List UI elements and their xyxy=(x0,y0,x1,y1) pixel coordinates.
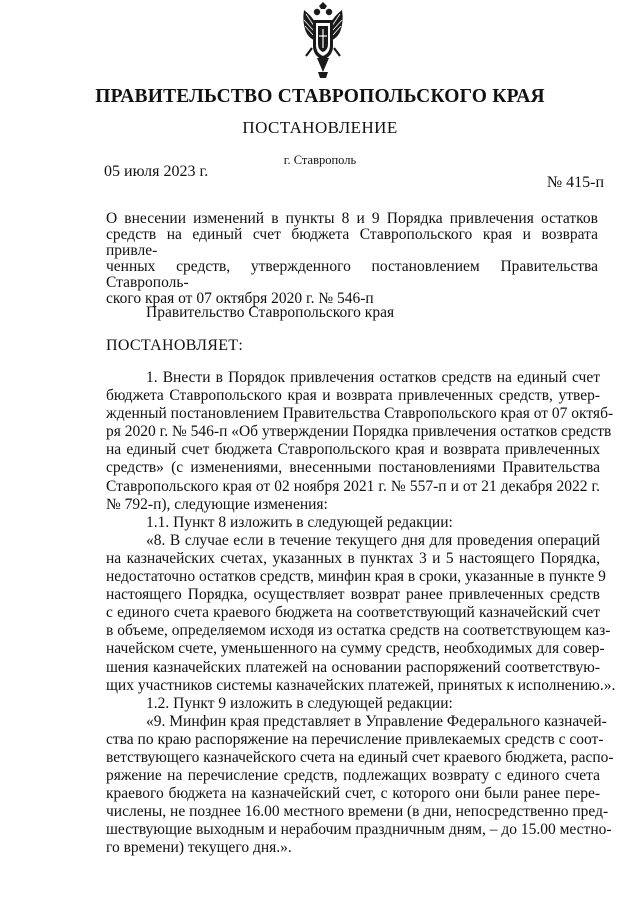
resolves-heading: ПОСТАНОВЛЯЕТ: xyxy=(106,337,244,354)
body-line: ства по краю распоряжение на перечисление привлекаемых средств с соот- xyxy=(106,730,604,748)
body-line: жденный постановлением Правительства Ставропольского края от 07 октяб- xyxy=(106,405,614,423)
document-city: г. Ставрополь xyxy=(283,153,357,167)
body-line: ряжение на перечисление средств, подлежащих возврату с единого счета xyxy=(106,767,600,785)
body-line: Ставропольского края от 02 ноября 2021 г. № 557-п и от 21 декабря 2022 г. xyxy=(106,477,600,495)
body-line: «9. Минфин края представляет в Управление Федерального казначей- xyxy=(146,712,607,730)
body-line: начейском счете, уменьшенного на сумму средств, необходимых для совер- xyxy=(106,640,605,658)
body-line: настоящего Порядка, осуществляет возврат ранее привлеченных средств xyxy=(106,586,600,604)
document-body xyxy=(106,369,616,858)
body-line: го времени) текущего дня.». xyxy=(106,839,292,857)
body-line: № 792-п), следующие изменения: xyxy=(106,495,328,513)
body-line: щих участников системы казначейских платежей, принятых к исполнению.». xyxy=(106,676,616,694)
body-line: недостаточно остатков средств, минфин края в сроки, указанные в пункте 9 xyxy=(106,568,606,586)
body-line: бюджета Ставропольского края и возврата привлеченных средств, утвер- xyxy=(106,387,600,405)
body-line: числены, не позднее 16.00 местного времени (в дни, непосредственно пред- xyxy=(106,803,609,821)
document-subject xyxy=(106,211,598,307)
subject-line: О внесении изменений в пункты 8 и 9 Порядка привлечения остатков xyxy=(106,210,598,227)
body-line: шения казначейских платежей на основании распоряжений соответствую- xyxy=(106,658,600,676)
body-line: 1.1. Пункт 8 изложить в следующей редакции: xyxy=(146,513,453,531)
body-line: 1.2. Пункт 9 изложить в следующей редакции: xyxy=(146,694,453,712)
body-line: на казначейских счетах, указанных в пунктах 3 и 5 настоящего Порядка, xyxy=(106,549,600,567)
coat-of-arms-icon xyxy=(300,2,346,80)
government-title: ПРАВИТЕЛЬСТВО СТАВРОПОЛЬСКОГО КРАЯ xyxy=(95,86,545,107)
body-line: шествующие выходным и нерабочим праздничным дням, – до 15.00 местно- xyxy=(106,821,612,839)
document-number: № 415-п xyxy=(546,174,604,191)
body-line: с единого счета краевого бюджета на соответствующий казначейский счет xyxy=(106,604,600,622)
subject-line: средств на единый счет бюджета Ставропольского края и возврата привле- xyxy=(106,226,598,259)
subject-line: ского края от 07 октября 2020 г. № 546-п xyxy=(106,290,374,307)
body-line: ветствующего казначейского счета на единый счет краевого бюджета, распо- xyxy=(106,748,614,766)
body-line: в объеме, определяемом исходя из остатка средств на соответствующем каз- xyxy=(106,622,611,640)
document-date: 05 июля 2023 г. xyxy=(104,163,209,180)
body-line: на единый счет бюджета Ставропольского края и возврата привлеченных xyxy=(106,441,600,459)
issuing-authority: Правительство Ставропольского края xyxy=(146,304,395,321)
body-line: «8. В случае если в течение текущего дня для проведения операций xyxy=(146,531,600,549)
body-line: ря 2020 г. № 546-п «Об утверждении Порядка привлечения остатков средств xyxy=(106,423,612,441)
document-type: ПОСТАНОВЛЕНИЕ xyxy=(242,118,398,137)
body-line: краевого бюджета на казначейский счет, с которого они были ранее пере- xyxy=(106,785,600,803)
subject-line: ченных средств, утвержденного постановлением Правительства Ставрополь- xyxy=(106,258,598,291)
body-line: средств» (с изменениями, внесенными постановлениями Правительства xyxy=(106,459,600,477)
body-line: 1. Внести в Порядок привлечения остатков средств на единый счет xyxy=(146,369,600,386)
